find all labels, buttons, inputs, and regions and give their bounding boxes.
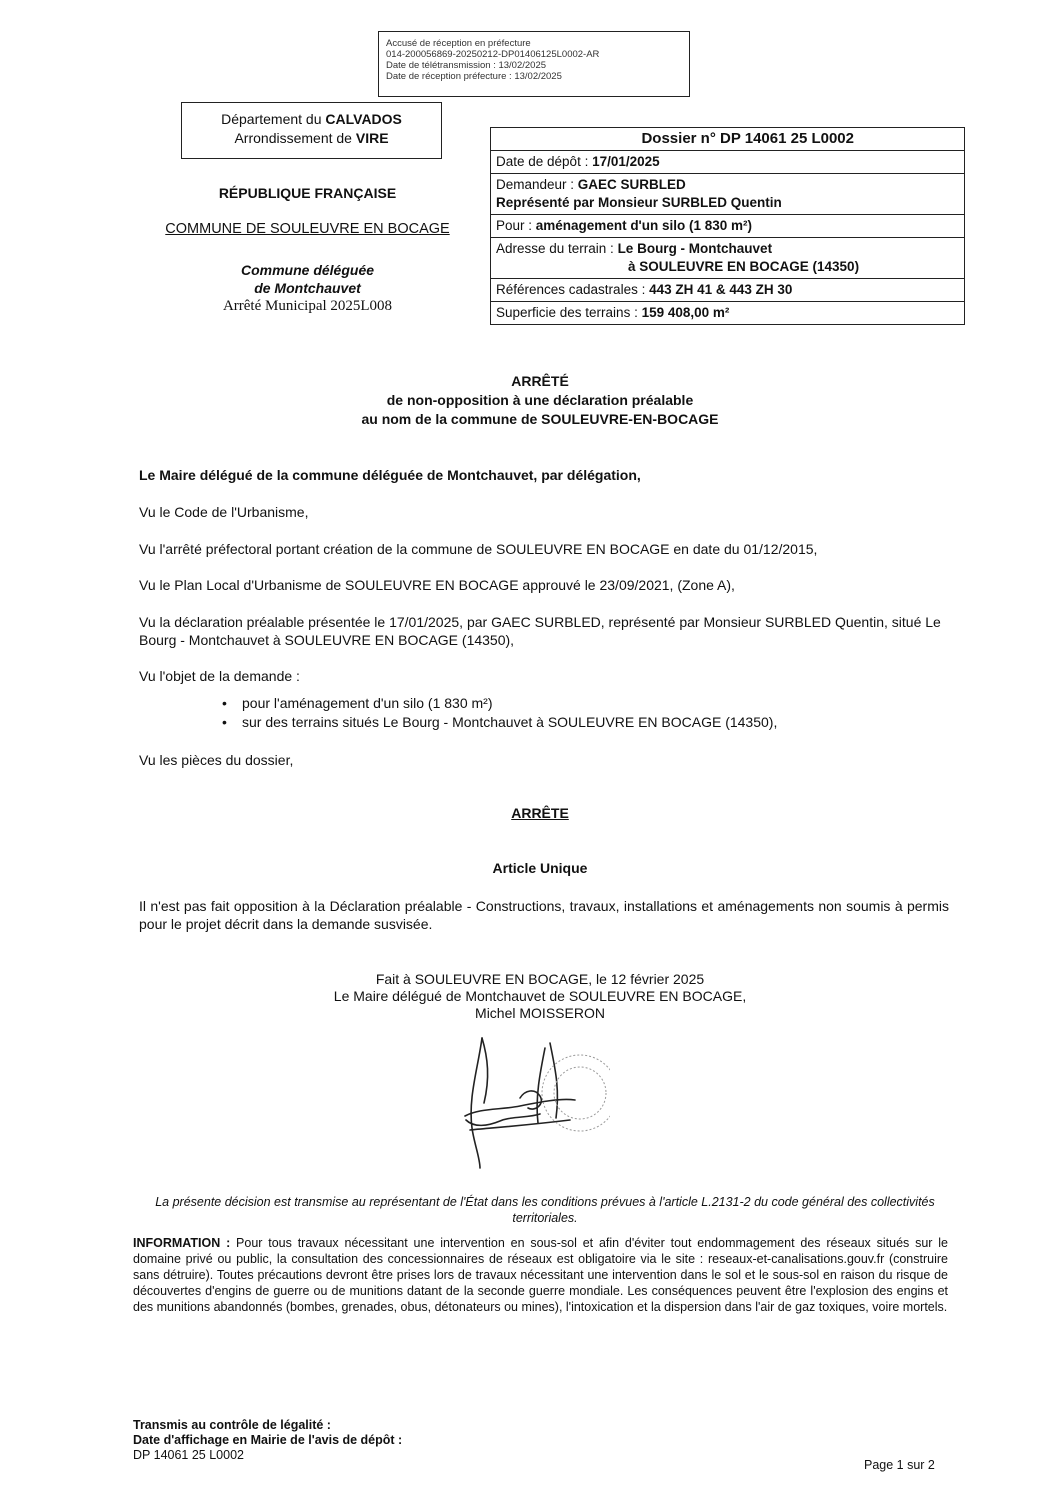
signature-line-3: Michel MOISSERON <box>475 1005 605 1021</box>
commune-title: COMMUNE DE SOULEUVRE EN BOCAGE <box>165 221 450 237</box>
information-text: Pour tous travaux nécessitant une intervention en sous-sol et afin d'éviter tout endommagement des réseaux situés sur le domaine privé ou public, la consultation des concessionnaires de réseaux est obligatoire via le site : reseaux-et-canalisations.gouv.fr (construire sans détruire). Toutes précautions devront être prises lors de travaux nécessitant une intervention dans le sol et le sous-sol en raison du risque de découvertes d'engins de guerre ou de munitions datant de la seconde guerre mondiale. Les conséquences peuvent être l'explosion des engins et des munitions abandonnés (bombes, grenades, obus, détonateurs ou mines), l'intoxication et la dispersion dans l'air de gaz toxiques, voire mortels. <box>133 1236 948 1314</box>
republic-title: RÉPUBLIQUE FRANÇAISE <box>218 185 397 201</box>
signature-line-1: Fait à SOULEUVRE EN BOCAGE, le 12 février 2025 <box>375 971 705 987</box>
transmission-notice: La présente décision est transmise au représentant de l'État dans les conditions prévues à l'article L.2131-2 du code général des collectivités territoriales. <box>155 1195 935 1225</box>
department-box <box>181 102 442 159</box>
list-item: • pour l'aménagement d'un silo (1 830 m²) <box>222 695 493 711</box>
footer-block <box>133 1418 402 1463</box>
article-text: Il n'est pas fait opposition à la Déclaration préalable - Constructions, travaux, installations et aménagements non soumis à permis pour le projet décrit dans la demande susvisée. <box>139 898 949 932</box>
stamp-line-1: Accusé de réception en préfecture <box>386 38 531 49</box>
delegated-line-1: Commune déléguée <box>240 262 375 278</box>
department-prefix: Département du <box>221 111 326 127</box>
title-block <box>240 372 840 429</box>
title-line-2: de non-opposition à une déclaration préalable <box>386 392 694 408</box>
refs-label: Références cadastrales : <box>496 282 650 297</box>
information-paragraph <box>133 1235 948 1315</box>
vu-declaration: Vu la déclaration préalable présentée le 17/01/2025, par GAEC SURBLED, représenté par Monsieur SURBLED Quentin, situé Le Bourg - Montchauvet à SOULEUVRE EN BOCAGE (14350), <box>139 614 941 648</box>
dossier-superficie-row <box>491 302 964 324</box>
arrondissement-prefix: Arrondissement de <box>234 130 356 146</box>
vu-objet: Vu l'objet de la demande : <box>139 668 300 684</box>
arrondissement-name: VIRE <box>355 130 389 146</box>
handwritten-signature <box>370 1028 610 1173</box>
list-item: • sur des terrains situés Le Bourg - Montchauvet à SOULEUVRE EN BOCAGE (14350), <box>222 714 778 730</box>
vu-code-urbanisme: Vu le Code de l'Urbanisme, <box>139 504 309 520</box>
department-line <box>182 110 441 129</box>
dossier-title: Dossier n° DP 14061 25 L0002 <box>491 128 964 151</box>
dossier-demandeur-row <box>491 174 964 215</box>
pour-value: aménagement d'un silo (1 830 m²) <box>535 218 753 233</box>
footer-dossier-ref: DP 14061 25 L0002 <box>133 1448 244 1462</box>
arrondissement-line <box>182 129 441 148</box>
dossier-date-row <box>491 151 964 174</box>
demandeur-value: GAEC SURBLED <box>577 177 686 192</box>
stamp-line-2: 014-200056869-20250212-DP01406125L0002-AR <box>386 49 600 60</box>
vu-arrete-prefectoral: Vu l'arrêté préfectoral portant création de la commune de SOULEUVRE EN BOCAGE en date du 01/12/2015, <box>139 541 818 557</box>
footer-affichage: Date d'affichage en Mairie de l'avis de dépôt : <box>133 1433 403 1447</box>
demandeur-label: Demandeur : <box>496 177 578 192</box>
superficie-label: Superficie des terrains : <box>496 305 642 320</box>
dossier-pour-row <box>491 215 964 238</box>
dossier-table <box>490 127 965 325</box>
signature-block <box>300 971 780 1022</box>
superficie-value: 159 408,00 m² <box>641 305 730 320</box>
stamp-line-3: Date de télétransmission : 13/02/2025 <box>386 60 547 71</box>
official-seal <box>542 1055 610 1131</box>
adresse-line-1: Le Bourg - Montchauvet <box>617 241 773 256</box>
adresse-label: Adresse du terrain : <box>496 241 618 256</box>
pour-label: Pour : <box>496 218 536 233</box>
bullet-text-2: sur des terrains situés Le Bourg - Montchauvet à SOULEUVRE EN BOCAGE (14350), <box>242 714 778 730</box>
bullet-text-1: pour l'aménagement d'un silo (1 830 m²) <box>242 695 493 711</box>
date-label: Date de dépôt : <box>496 154 593 169</box>
delegated-commune <box>140 261 475 297</box>
reception-stamp <box>378 31 690 97</box>
department-name: CALVADOS <box>325 111 402 127</box>
arrete-number: Arrêté Municipal 2025L008 <box>222 298 393 314</box>
article-heading: Article Unique <box>492 860 588 876</box>
dossier-adresse-row <box>491 238 964 279</box>
represente-value: Représenté par Monsieur SURBLED Quentin <box>496 195 782 210</box>
adresse-line-2: à SOULEUVRE EN BOCAGE (14350) <box>628 259 860 274</box>
delegated-line-2: de Montchauvet <box>254 280 361 296</box>
dossier-refs-row <box>491 279 964 302</box>
objet-list <box>222 694 922 732</box>
title-line-1: ARRÊTÉ <box>511 373 569 389</box>
arrete-heading: ARRÊTE <box>511 805 569 821</box>
refs-value: 443 ZH 41 & 443 ZH 30 <box>649 282 793 297</box>
information-label: INFORMATION : <box>133 1236 231 1250</box>
vu-pieces: Vu les pièces du dossier, <box>139 752 294 768</box>
page-number: Page 1 sur 2 <box>864 1458 935 1472</box>
maire-statement: Le Maire délégué de la commune déléguée de Montchauvet, par délégation, <box>139 467 641 483</box>
title-line-3: au nom de la commune de SOULEUVRE-EN-BOCAGE <box>361 411 719 427</box>
date-value: 17/01/2025 <box>592 154 660 169</box>
signature-line-2: Le Maire délégué de Montchauvet de SOULEUVRE EN BOCAGE, <box>333 988 747 1004</box>
footer-legalite: Transmis au contrôle de légalité : <box>133 1418 331 1432</box>
stamp-line-4: Date de réception préfecture : 13/02/2025 <box>386 71 562 82</box>
vu-plu: Vu le Plan Local d'Urbanisme de SOULEUVRE EN BOCAGE approuvé le 23/09/2021, (Zone A), <box>139 577 735 593</box>
